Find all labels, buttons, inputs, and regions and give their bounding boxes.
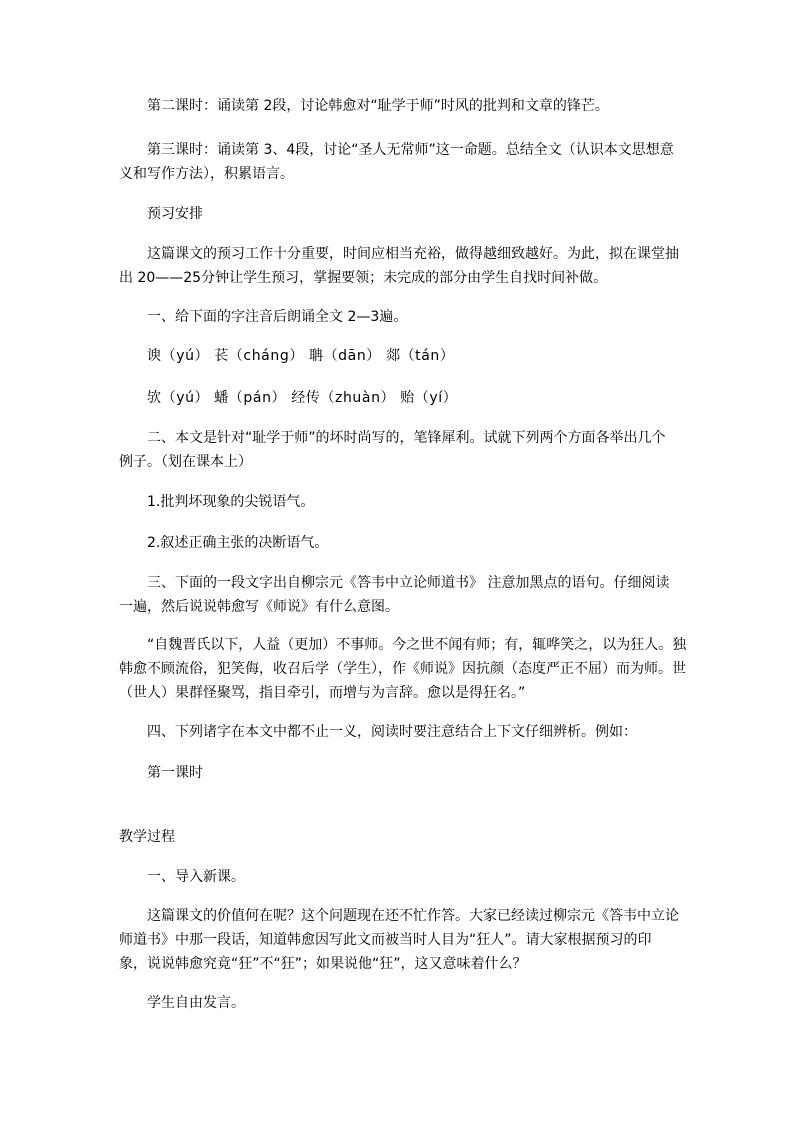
step1-text: 一、导入新课。 [147, 869, 245, 885]
item2-sub1: 1.批判坏现象的尖锐语气。 [147, 494, 315, 510]
pinyin-row-1: 谀（yú） 苌（cháng） 聃（dān） 郯（tán） [147, 348, 455, 364]
process-heading: 教学过程 [119, 829, 175, 845]
preview-heading: 预习安排 [147, 206, 203, 222]
preview-intro: 这篇课文的预习工作十分重要，时间应相当充裕，做得越细致越好。为此，拟在课堂抽出 20——25分钟让学生预习，掌握要领；未完成的部分由学生自找时间补做。 [119, 246, 679, 286]
students-speak: 学生自由发言。 [147, 995, 245, 1011]
lesson1-heading: 第一课时 [147, 765, 203, 781]
item1-text: 一、给下面的字注音后朗诵全文 2—3遍。 [147, 309, 408, 325]
lesson2-text: 第二课时：诵读第 2段，讨论韩愈对“耻学于师”时风的批判和文章的锋芒。 [147, 98, 609, 114]
pinyin-row-2: 欤（yú） 蟠（pán） 经传（zhuàn） 贻（yí） [147, 390, 458, 406]
intro-paragraph: 这篇课文的价值何在呢？这个问题现在还不忙作答。大家已经读过柳宗元《答韦中立论师道书》中那一段话，知道韩愈因写此文而被当时人目为“狂人”。请大家根据预习的印象，说说韩愈究竟“狂”不“狂”；如果说他“狂”，这又意味着什么？ [119, 908, 679, 972]
item4-text: 四、下列诸字在本文中都不止一义，阅读时要注意结合上下文仔细辨析。例如： [147, 724, 637, 740]
item3-text: 三、下面的一段文字出自柳宗元《答韦中立论师道书》 注意加黑点的语句。仔细阅读一遍，然后说说韩愈写《师说》有什么意图。 [119, 575, 670, 615]
item2-sub2: 2.叙述正确主张的决断语气。 [147, 535, 329, 551]
item2-text: 二、本文是针对“耻学于师”的坏时尚写的，笔锋犀利。试就下列两个方面各举出几个例子。（划在课本上） [119, 430, 666, 470]
quote-paragraph: “自魏晋氏以下，人益（更加）不事师。今之世不闻有师；有，辄哗笑之，以为狂人。独韩愈不顾流俗，犯笑侮，收召后学（学生），作《师说》因抗颜（态度严正不屈）而为师。世（世人）果群怪聚骂，指目牵引，而增与为言辞。愈以是得狂名。” [119, 637, 687, 701]
lesson3-text: 第三课时：诵读第 3、4段，讨论“圣人无常师”这一命题。总结全文（认识本文思想意义和写作方法），积累语言。 [119, 142, 674, 182]
